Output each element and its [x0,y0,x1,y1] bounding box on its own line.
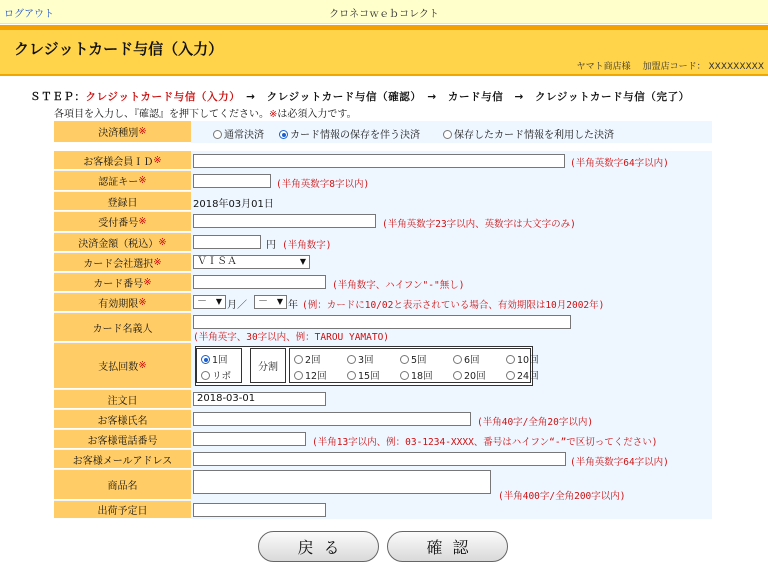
required-mark: ※ [138,360,147,371]
split-option[interactable] [453,368,486,382]
customer-name-input[interactable] [193,412,471,426]
radio-icon[interactable] [506,371,515,380]
split-option[interactable] [400,352,427,366]
radio-icon[interactable] [347,371,356,380]
payment-type-label [54,121,191,143]
option-label: リボ [212,371,232,382]
label-text: お客様電話番号 [87,435,158,447]
radio-icon[interactable] [400,355,409,364]
label-text: お客様会員ＩＤ [83,156,154,168]
label-text: 決済金額（税込） [78,238,159,250]
radio-icon[interactable] [506,355,515,364]
customer-phone-input[interactable] [193,432,306,446]
option-label: 18回 [411,371,433,382]
installments-label [54,343,191,389]
label-text: 出荷予定日 [97,506,148,517]
product-label [54,470,191,500]
expiry-year-unit: 年 [288,300,298,311]
ship-date-label [54,501,191,519]
expiry-label [54,293,191,312]
radio-icon[interactable] [294,371,303,380]
label-text: 有効期限 [98,298,139,310]
installments-single-box [196,348,242,383]
reg-date-value: 2018年03月01日 [193,199,274,210]
label-text: カード名義人 [92,323,153,335]
option-label: 通常決済 [224,130,264,141]
card-no-label [54,273,191,292]
card-name-input[interactable] [193,315,571,329]
customer-phone-label [54,430,191,449]
split-label: 分割 [250,348,286,383]
card-name-label [54,313,191,342]
customer-phone-hint: (半角13字以内、例：03-1234-XXXX、番号はハイフン“-”で区切ってください) [312,437,658,448]
top-bar [0,0,768,24]
back-button[interactable]: 戻る [258,531,379,562]
order-no-label [54,212,191,232]
split-option[interactable] [506,368,539,382]
split-option[interactable] [294,368,327,382]
instruction-main: 各項目を入力し、『確認』を押下してください。 [54,109,269,120]
expiry-year-value: － [258,296,268,307]
split-option[interactable] [400,368,433,382]
expiry-year-select[interactable] [254,295,287,309]
expiry-month-select[interactable] [193,295,226,309]
required-mark: ※ [138,216,147,227]
required-mark: ※ [153,154,162,166]
ship-date-input[interactable] [193,503,326,517]
expiry-hint: (例：カードに10/02と表示されている場合、有効期限は10月2002年) [302,300,605,311]
order-no-hint: (半角英数字23字以内、英数字は大文字のみ) [382,219,576,230]
payment-type-option-normal[interactable] [213,126,264,141]
order-date-input[interactable]: 2018-03-01 [193,392,326,406]
step-rest: → クレジットカード与信（確認） → カード与信 → クレジットカード与信（完了） [235,91,690,103]
auth-key-label [54,171,191,191]
step-current: クレジットカード与信（入力） [85,91,236,103]
required-mark: ※ [158,236,167,248]
payment-type-option-save-card[interactable] [279,126,420,141]
expiry-month-value: － [197,296,207,307]
amount-label [54,233,191,252]
customer-name-label [54,410,191,429]
card-no-hint: (半角数字、ハイフン"-"無し) [332,280,465,291]
product-hint: (半角400字/全角200字以内) [498,491,626,502]
radio-icon[interactable] [279,130,288,139]
member-id-input[interactable] [193,154,565,168]
option-label: 5回 [411,355,427,366]
option-label: カード情報の保存を伴う決済 [290,130,420,141]
chevron-down-icon: ▼ [276,297,283,306]
split-option[interactable] [347,368,380,382]
customer-email-label [54,450,191,469]
card-company-select[interactable] [193,255,310,269]
label-text: 注文日 [107,395,138,407]
logout-link[interactable]: ログアウト [4,9,54,20]
option-label: 3回 [358,355,374,366]
auth-key-hint: (半角英数字8字以内) [276,179,370,190]
chevron-down-icon: ▼ [215,297,222,306]
required-mark: ※ [143,276,152,288]
radio-icon[interactable] [294,355,303,364]
merchant-code: 加盟店コード： XXXXXXXXX [642,62,764,72]
amount-unit: 円 [266,240,276,251]
label-text: カード会社選択 [83,258,154,270]
option-label: 20回 [464,371,486,382]
label-text: 登録日 [107,197,138,209]
label-text: 受付番号 [98,218,139,229]
member-id-hint: (半角英数字64字以内) [570,158,669,169]
label-text: お客様氏名 [97,415,148,427]
expiry-month-unit: 月／ [227,300,247,311]
customer-name-hint: (半角40字/全角20字以内) [477,417,594,428]
member-id-label [54,151,191,170]
card-no-input[interactable] [193,275,326,289]
option-label: 2回 [305,355,321,366]
confirm-button[interactable]: 確認 [387,531,508,562]
option-label: 保存したカード情報を利用した決済 [454,130,614,141]
radio-icon[interactable] [453,371,462,380]
label-text: 決済種別 [98,128,139,139]
installment-option-once[interactable] [201,352,228,366]
split-option[interactable] [506,352,539,366]
option-label: 12回 [305,371,327,382]
option-label: 24回 [517,371,539,382]
radio-icon[interactable] [443,130,452,139]
label-text: 商品名 [107,481,138,492]
step-breadcrumb [30,89,690,104]
step-prefix: ＳＴＥＰ： [30,91,86,103]
card-company-value: ＶＩＳＡ [197,256,237,267]
required-mark: ※ [138,296,147,308]
product-textarea[interactable] [193,470,491,494]
customer-email-input[interactable] [193,452,566,466]
merchant-info [565,59,764,72]
chevron-down-icon: ▼ [299,257,306,266]
option-label: 1回 [212,355,228,366]
site-title: クロネコｗｅｂコレクト [329,9,439,20]
radio-icon[interactable] [347,355,356,364]
label-text: カード番号 [93,278,144,290]
option-label: 15回 [358,371,380,382]
payment-type-option-saved-card[interactable] [443,126,614,141]
radio-icon[interactable] [213,130,222,139]
radio-icon[interactable] [400,371,409,380]
radio-icon[interactable] [453,355,462,364]
instruction-text [54,105,357,120]
required-mark: ※ [138,175,147,186]
split-option[interactable] [294,352,321,366]
label-text: 認証キー [98,177,139,188]
customer-email-hint: (半角英数字64字以内) [570,457,669,468]
label-text: お客様メールアドレス [72,455,173,467]
installment-option-revo[interactable] [201,368,231,382]
required-mark: ※ [269,109,278,120]
amount-hint: (半角数字) [282,240,332,251]
required-mark: ※ [153,256,162,268]
reg-date-label [54,192,191,211]
required-mark: ※ [138,126,147,137]
split-options [289,348,539,383]
page-title: クレジットカード与信（入力） [14,40,224,58]
card-name-hint: (半角英字、30字以内、例：TAROU YAMATO) [193,332,390,343]
auth-key-input[interactable] [193,174,271,188]
amount-input[interactable] [193,235,261,249]
order-no-input[interactable] [193,214,376,228]
split-option[interactable] [453,352,480,366]
card-company-label [54,253,191,272]
page-header [0,30,768,76]
order-date-label [54,390,191,409]
split-option[interactable] [347,352,374,366]
instruction-tail: は必須入力です。 [277,109,357,120]
option-label: 10回 [517,355,539,366]
merchant-name: ヤマト商店様 [576,62,631,72]
radio-icon[interactable] [201,371,210,380]
radio-icon[interactable] [201,355,210,364]
option-label: 6回 [464,355,480,366]
label-text: 支払回数 [98,362,139,373]
